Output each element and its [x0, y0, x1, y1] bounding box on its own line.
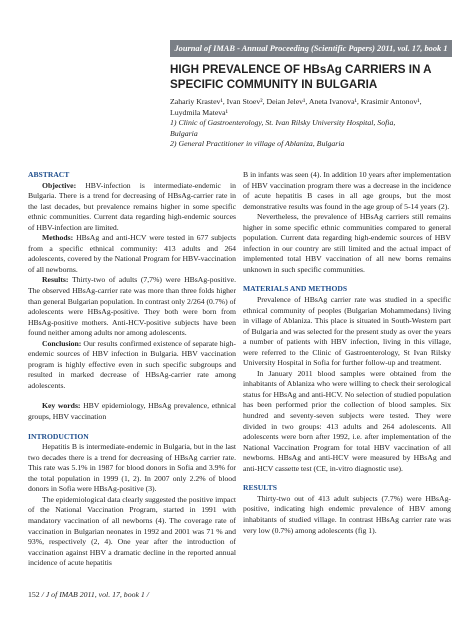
title-line-1: HIGH PREVALENCE OF HBsAg CARRIERS IN A — [170, 63, 432, 76]
right-paragraph-1: B in infants was seen (4). In addition 10 years after implementation of HBV vaccination program there was a decrease in the incidence of acute hepatitis B cases in all age groups, but the most demonstrative results was found in the age group of 5-14 years (2). — [243, 170, 451, 211]
abstract-conclusion — [28, 339, 236, 392]
keywords-label: Key words: — [42, 401, 81, 411]
abstract-heading: ABSTRACT — [28, 170, 70, 179]
conclusion-text: Our results confirmed existence of separate high-endemic sources of HBV infection in Bulgaria. HBV vaccination program is highly effective even in such specific subgroups and resulted in marked decrease of HBsAg-carrier rate among adolescents. — [28, 338, 236, 390]
introduction-heading: INTRODUCTION — [28, 431, 89, 441]
affiliation-1-cont: Bulgaria — [170, 128, 198, 138]
methods-paragraph-1: Prevalence of HBsAg carrier rate was studied in a specific ethnical community of peoples (Bulgarian Mohammedans) living in village of Ablaniza. This place is situated in South-Western part of Bulgaria and was selected for the present study as over the years a number of patients with HBV infection, living in this village, were referred to the Clinic of Gastroenterology, St Ivan Rilsky University Hospital in Sofia for further follow-up and treatment. — [243, 295, 451, 368]
materials-methods-heading: MATERIALS AND METHODS — [243, 284, 348, 294]
affiliation-2: 2) General Practitioner in village of Ablaniza, Bulgaria — [170, 139, 345, 149]
intro-paragraph-2: The epidemiological data clearly suggested the positive impact of the National Vaccination Program, started in 1991 with mandatory vaccination of all newborns (4). The coverage rate of vaccination in Bulgarian neonates in 1992 and 2001 was 71 % and 93%, respectively (2, 4). One year after the introduction of vaccination against HBV a dramatic decline in the reported annual incidence of acute hepatitis — [28, 494, 236, 568]
objective-label: Objective: — [42, 180, 77, 190]
right-paragraph-2: Nevertheless, the prevalence of HBsAg carriers still remains higher in some specific ethnic communities compared to general population. Current data regarding high-endemic sources of HBV infection in our country are still limited and the actual impact of implemented total HBV vaccination of all new borns remains unknown in such specific communities. — [243, 212, 451, 274]
right-column — [243, 170, 451, 536]
objective-text: HBV-infection is intermediate-endemic in Bulgaria. There is a trend for decreasing of HBsAg-carrier rate in the last decades, but prevalence remains higher in some specific ethnic communities. Current data regarding high-endemic sources of HBV-infection are limited. — [28, 180, 236, 232]
keywords-text: HBV epidemiology, HBsAg prevalence, ethnical groups, HBV vaccination — [28, 401, 236, 422]
results-text: Thirty-two of adults (7,7%) were HBsAg-positive. The observed HBsAg-carrier rate was more than three folds higher than general Bulgarian population. In contrast only 2/264 (0.7%) of adolescents were HBsAg-positive. They both were born from HBsAg-positive mothers. Anti-HCV-positive subjects have been found neither among adults nor among adolescents. — [28, 275, 236, 338]
affiliation-1: 1) Clinic of Gastroenterology, St. Ivan Rilsky University Hospital, Sofia, — [170, 118, 396, 128]
page-number: 152 — [28, 590, 40, 599]
results-label: Results: — [42, 275, 69, 285]
left-column — [28, 170, 236, 569]
author-names-cont: Luydmila Mateva¹ — [170, 107, 228, 117]
journal-header: Journal of IMAB - Annual Proceeding (Scientific Papers) 2011, vol. 17, book 1 — [170, 40, 452, 57]
abstract-objective — [28, 181, 236, 234]
methods-label: Methods: — [42, 233, 74, 243]
abstract-methods — [28, 233, 236, 275]
author-names: Zahariy Krastev¹, Ivan Stoev², Deian Jelev¹, Aneta Ivanova¹, Krasimir Antonov¹, — [170, 97, 422, 106]
intro-paragraph-1: Hepatitis B is intermediate-endemic in Bulgaria, but in the last two decades there is a trend for decreasing of HBsAg carrier rate. This rate was 5.1% in 1987 for blood donors in Sofia and 3.9% for the total population in 1999 (1, 2). In 2007 only 2.2% of blood donors in Sofia were HBsAg-positive (3). — [28, 442, 236, 494]
footer-journal: / J of IMAB 2011, vol. 17, book 1 / — [39, 590, 149, 599]
article-title — [170, 63, 460, 92]
authors-block — [170, 97, 460, 150]
conclusion-label: Conclusion: — [42, 338, 82, 348]
methods-paragraph-2: In January 2011 blood samples were obtained from the inhabitants of Ablaniza who were willing to check their serological status for HBsAg and anti-HCV. No selection of studied population has been performed prior the collection of blood samples. Six hundred and seventy-seven subjects were tested. They were divided in two groups: 413 adults and 264 adolescents. All adolescents were born after 1992, i.e. after implementation of the National Vaccination Program for total HBV vaccination of all newborns. HBsAg and anti-HCV were measured by HBsAg and anti-HCV cassette test (CE, in-vitro diagnostic use). — [243, 368, 451, 473]
results-heading: RESULTS — [243, 483, 277, 493]
title-line-2: SPECIFIC COMMUNITY IN BULGARIA — [170, 77, 378, 91]
keywords — [28, 401, 236, 422]
methods-text: HBsAg and anti-HCV were tested in 677 subjects from a specific ethnical community: 413 adults and 264 adolescents, covered by the National Program for HBV-vaccination of all newborns. — [28, 233, 236, 274]
abstract-results — [28, 275, 236, 338]
page-footer — [28, 590, 149, 599]
results-paragraph-1: Thirty-two out of 413 adult subjects (7.7%) were HBsAg-positive, indicating high endemic prevalence of HBV among inhabitants of studied village. In contrast HBsAg carrier rate was very low (0.7%) among adolescents (fig 1). — [243, 493, 451, 535]
